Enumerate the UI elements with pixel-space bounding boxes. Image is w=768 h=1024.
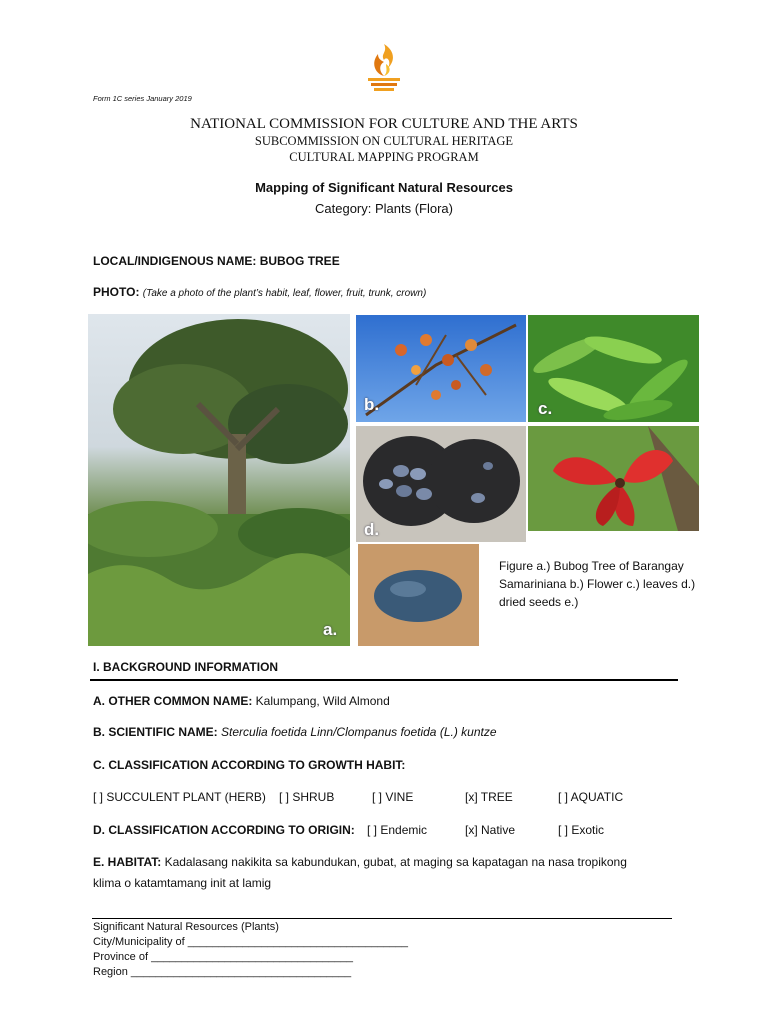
origin-label: D. CLASSIFICATION ACCORDING TO ORIGIN: — [93, 823, 355, 837]
org-name: NATIONAL COMMISSION FOR CULTURE AND THE ARTS — [190, 116, 578, 132]
habitat-line-2: klima o katamtamang init at lamig — [93, 876, 272, 890]
scientific-name-value: Sterculia foetida Linn/Clompanus foetida (L.) kuntze — [221, 725, 497, 739]
photo-leaves — [528, 315, 699, 422]
program-name: CULTURAL MAPPING PROGRAM — [289, 150, 479, 164]
common-name-value: Kalumpang, Wild Almond — [255, 694, 390, 708]
common-name-label: A. OTHER COMMON NAME: — [93, 694, 253, 708]
photo-tree — [88, 314, 350, 646]
growth-option-vine[interactable]: [ ] VINE — [372, 790, 414, 804]
photo-seed-pods — [356, 426, 526, 542]
photo-tag-d: d. — [364, 520, 380, 539]
photo-tag-c: c. — [538, 399, 553, 418]
origin-option-native[interactable]: [x] Native — [465, 823, 516, 837]
leaves-illustration — [528, 315, 699, 422]
photo-single-seed — [358, 544, 479, 646]
subcommission-name: SUBCOMMISSION ON CULTURAL HERITAGE — [254, 134, 514, 148]
origin-option-exotic[interactable]: [ ] Exotic — [558, 823, 605, 837]
growth-habit-label: C. CLASSIFICATION ACCORDING TO GROWTH HABIT: — [93, 758, 406, 772]
footer-region-field: Region ____________________________________ — [93, 966, 352, 978]
form-series-note: Form 1C series January 2019 — [93, 94, 192, 103]
footer-province-field: Province of _________________________________ — [93, 951, 353, 963]
document-title: Mapping of Significant Natural Resources — [255, 180, 513, 195]
photo-row — [93, 285, 426, 299]
photo-note: (Take a photo of the plant’s habit, leaf, flower, fruit, trunk, crown) — [142, 288, 427, 299]
red-fruit-illustration — [528, 426, 699, 531]
footer-resource: Significant Natural Resources (Plants) — [93, 921, 279, 933]
document-category: Category: Plants (Flora) — [315, 201, 453, 216]
habitat-row — [93, 855, 627, 869]
growth-option-shrub[interactable]: [ ] SHRUB — [279, 790, 335, 804]
photo-label: PHOTO: — [93, 285, 140, 299]
tree-illustration — [88, 314, 350, 646]
section-divider — [90, 679, 678, 681]
growth-option-herb[interactable]: [ ] SUCCULENT PLANT (HERB) — [93, 790, 266, 804]
local-name-label: LOCAL/INDIGENOUS NAME: — [93, 254, 257, 268]
habitat-line-1: Kadalasang nakikita sa kabundukan, gubat, at maging sa kapatagan na nasa tropikong — [164, 855, 627, 869]
ncca-flame-logo-icon — [360, 40, 408, 96]
habitat-label: E. HABITAT: — [93, 855, 162, 869]
photo-flower — [356, 315, 526, 422]
scientific-name-label: B. SCIENTIFIC NAME: — [93, 725, 218, 739]
footer-city-field: City/Municipality of ____________________________________ — [93, 936, 408, 948]
growth-option-aquatic[interactable]: [ ] AQUATIC — [558, 790, 624, 804]
single-seed-illustration — [358, 544, 479, 646]
scientific-name-row — [93, 725, 497, 739]
flower-illustration — [356, 315, 526, 422]
growth-option-tree[interactable]: [x] TREE — [465, 790, 513, 804]
photo-red-fruit — [528, 426, 699, 531]
figure-caption: Figure a.) Bubog Tree of Barangay Samariniana b.) Flower c.) leaves d.) dried seeds e.) — [499, 559, 696, 609]
common-name-row — [93, 694, 390, 708]
seed-pods-illustration — [356, 426, 526, 542]
photo-tag-b: b. — [364, 395, 380, 414]
local-name-row — [93, 254, 340, 268]
section-background-heading: I. BACKGROUND INFORMATION — [93, 660, 279, 674]
local-name-value: BUBOG TREE — [259, 254, 340, 268]
origin-option-endemic[interactable]: [ ] Endemic — [367, 823, 428, 837]
footer-divider — [92, 918, 672, 919]
photo-tag-a: a. — [323, 620, 338, 639]
